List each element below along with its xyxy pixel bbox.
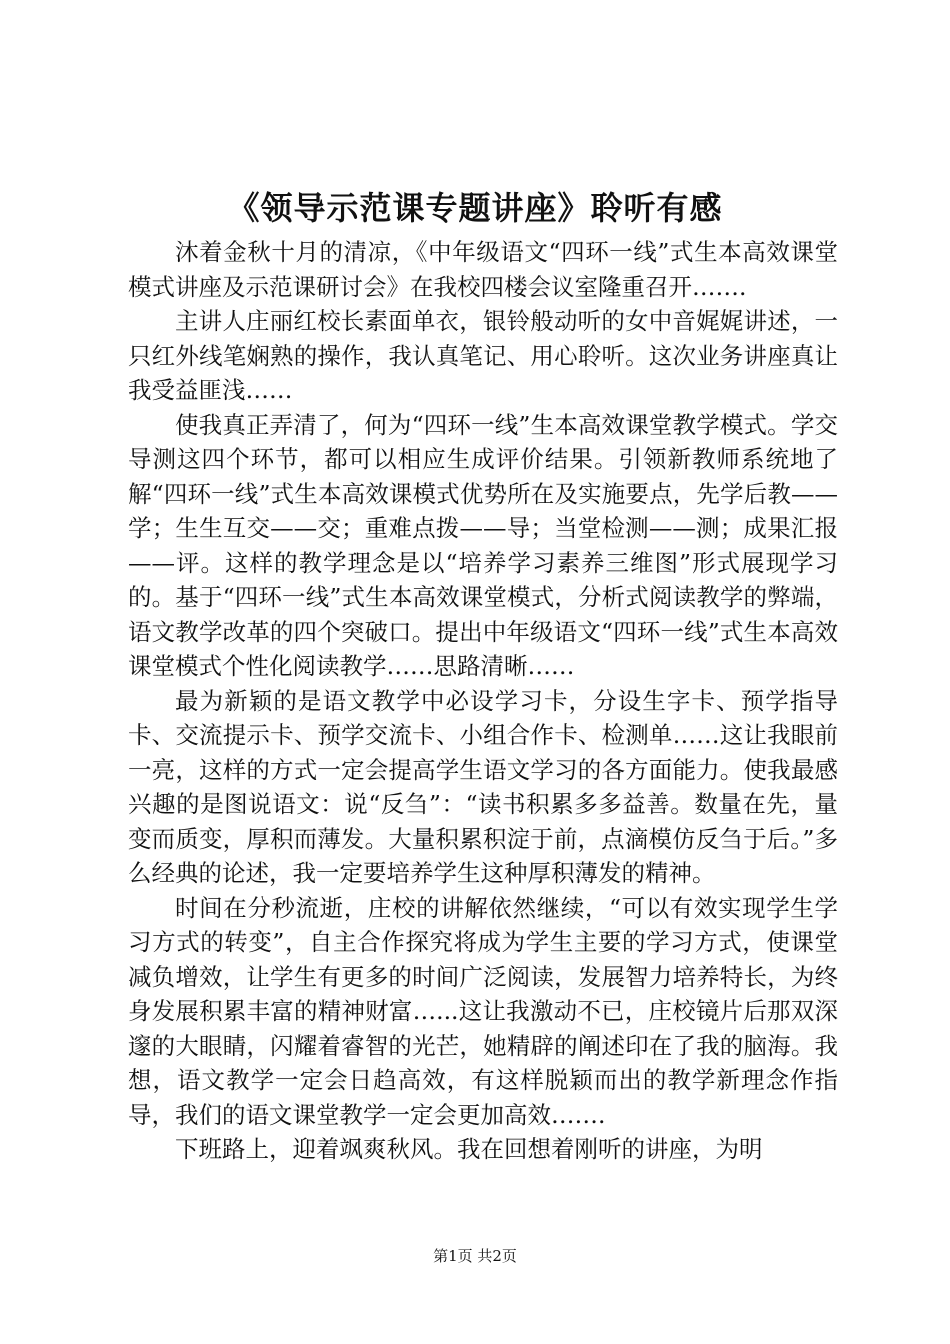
document-body: [128, 235, 838, 1167]
page-footer: 第1页 共2页: [433, 1247, 517, 1265]
paragraph: 下班路上，迎着飒爽秋风。我在回想着刚听的讲座，为明: [175, 1135, 763, 1163]
document-title: 《领导示范课专题讲座》聆听有感: [227, 189, 723, 227]
paragraph: 使我真正弄清了，何为“四环一线”生本高效课堂教学模式。学交导测这四个环节，都可以相应生成评价结果。引领新教师系统地了解“四环一线”式生本高效课模式优势所在及实施要点，先学后教——学；生生互交——交；重难点拨——导；当堂检测——测；成果汇报——评。这样的教学理念是以“培养学习素养三维图”形式展现学习的。基于“四环一线”式生本高效课堂模式，分析式阅读教学的弊端，语文教学改革的四个突破口。提出中年级语文“四环一线”式生本高效课堂模式个性化阅读教学……思路清晰……: [128, 410, 838, 680]
paragraph: 最为新颖的是语文教学中必设学习卡，分设生字卡、预学指导卡、交流提示卡、预学交流卡、小组合作卡、检测单……这让我眼前一亮，这样的方式一定会提高学生语文学习的各方面能力。使我最感兴趣的是图说语文：说“反刍”：“读书积累多多益善。数量在先，量变而质变，厚积而薄发。大量积累积淀于前，点滴模仿反刍于后。”多么经典的论述，我一定要培养学生这种厚积薄发的精神。: [128, 686, 838, 887]
paragraph: 主讲人庄丽红校长素面单衣，银铃般动听的女中音娓娓讲述，一只红外线笔娴熟的操作，我认真笔记、用心聆听。这次业务讲座真让我受益匪浅……: [128, 307, 838, 404]
paragraph: 沐着金秋十月的清凉，《中年级语文“四环一线”式生本高效课堂模式讲座及示范课研讨会》在我校四楼会议室隆重召开…….: [128, 238, 838, 301]
paragraph: 时间在分秒流逝，庄校的讲解依然继续，“可以有效实现学生学习方式的转变”，自主合作探究将成为学生主要的学习方式，使课堂减负增效，让学生有更多的时间广泛阅读，发展智力培养特长，为终身发展积累丰富的精神财富…...这让我激动不已，庄校镜片后那双深邃的大眼睛，闪耀着睿智的光芒，她精辟的阐述印在了我的脑海。我想，语文教学一定会日趋高效，有这样脱颖而出的教学新理念作指导，我们的语文课堂教学一定会更加高效…….: [128, 893, 838, 1129]
